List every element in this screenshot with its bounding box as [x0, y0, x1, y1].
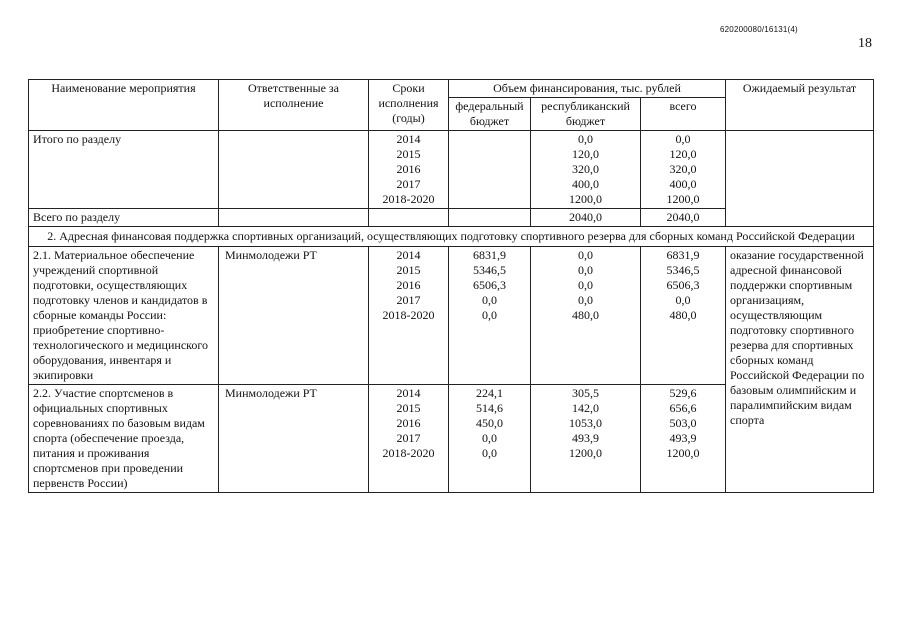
section-2-title-row — [29, 227, 874, 247]
row-2-1-responsible: Минмолодежи РТ — [219, 247, 369, 385]
row-2-1-republic: 0,0 0,0 0,0 0,0 480,0 — [531, 247, 641, 385]
header-terms: Сроки исполнения (годы) — [369, 80, 449, 131]
header-funding: Объем финансирования, тыс. рублей — [449, 80, 726, 98]
header-federal: федеральный бюджет — [449, 98, 531, 131]
vsego-republic: 2040,0 — [531, 209, 641, 227]
row-2-2-responsible: Минмолодежи РТ — [219, 385, 369, 493]
funding-table — [28, 79, 874, 493]
row-2-1-name: 2.1. Материальное обеспечение учреждений спортивной подготовки, осуществляющих подготовку членов и кандидатов в сборные команды России: приобретение спортивно-технологического и медицинского оборудования, инвентаря и экипировки — [29, 247, 219, 385]
header-name: Наименование мероприятия — [29, 80, 219, 131]
row-2-2-total: 529,6 656,6 503,0 493,9 1200,0 — [641, 385, 726, 493]
table-row-itogo — [29, 131, 874, 209]
table-row-2-1 — [29, 247, 874, 385]
itogo-name: Итого по разделу — [29, 131, 219, 209]
row-2-1-federal: 6831,9 5346,5 6506,3 0,0 0,0 — [449, 247, 531, 385]
row-2-2-name: 2.2. Участие спортсменов в официальных спортивных соревнованиях по базовым видам спорта (обеспечение проезда, питания и проживания спортсменов при проведении первенств России) — [29, 385, 219, 493]
itogo-federal — [449, 131, 531, 209]
document-code: 620200080/16131(4) — [720, 25, 798, 34]
itogo-result — [726, 131, 874, 227]
vsego-name: Всего по разделу — [29, 209, 219, 227]
vsego-total: 2040,0 — [641, 209, 726, 227]
itogo-responsible — [219, 131, 369, 209]
section-2-title: 2. Адресная финансовая поддержка спортивных организаций, осуществляющих подготовку спортивного резерва для сборных команд Российской Федерации — [29, 227, 874, 247]
header-responsible: Ответственные за исполнение — [219, 80, 369, 131]
header-total: всего — [641, 98, 726, 131]
row-2-2-federal: 224,1 514,6 450,0 0,0 0,0 — [449, 385, 531, 493]
row-2-2-republic: 305,5 142,0 1053,0 493,9 1200,0 — [531, 385, 641, 493]
row-2-1-total: 6831,9 5346,5 6506,3 0,0 480,0 — [641, 247, 726, 385]
table-header-row — [29, 80, 874, 98]
itogo-total: 0,0 120,0 320,0 400,0 1200,0 — [641, 131, 726, 209]
expected-result: оказание государственной адресной финансовой поддержки спортивным организациям, осуществляющим подготовку спортивного резерва для спортивных сборных команд Российской Федерации по базовым олимпийским и паралимпийским видам спорта — [726, 247, 874, 493]
row-2-1-years: 2014 2015 2016 2017 2018-2020 — [369, 247, 449, 385]
itogo-years: 2014 2015 2016 2017 2018-2020 — [369, 131, 449, 209]
header-result: Ожидаемый результат — [726, 80, 874, 131]
itogo-republic: 0,0 120,0 320,0 400,0 1200,0 — [531, 131, 641, 209]
header-republic: республиканский бюджет — [531, 98, 641, 131]
row-2-2-years: 2014 2015 2016 2017 2018-2020 — [369, 385, 449, 493]
page-number: 18 — [858, 36, 872, 51]
